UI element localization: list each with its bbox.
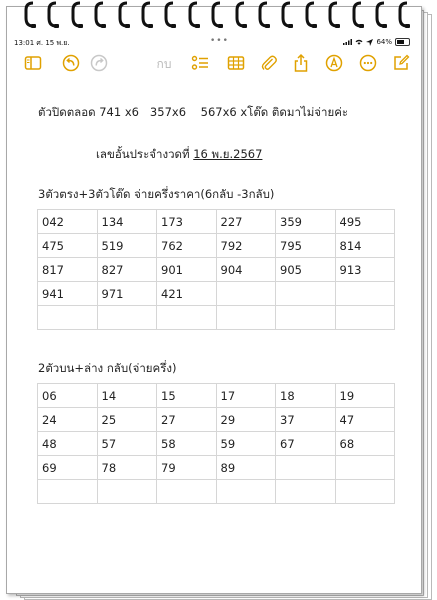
table-cell[interactable]: 817 (38, 258, 98, 282)
table-cell[interactable]: 24 (38, 408, 98, 432)
table-cell[interactable]: 762 (157, 234, 217, 258)
table-cell[interactable]: 904 (216, 258, 276, 282)
table-cell[interactable] (276, 456, 336, 480)
share-icon[interactable] (291, 53, 311, 73)
spiral-ring (211, 0, 224, 30)
table-cell[interactable]: 795 (276, 234, 336, 258)
table-cell[interactable]: 78 (97, 456, 157, 480)
checklist-icon[interactable] (190, 53, 210, 73)
table-cell[interactable]: 519 (97, 234, 157, 258)
table-cell[interactable] (157, 306, 217, 330)
table-cell[interactable]: 69 (38, 456, 98, 480)
table-cell[interactable]: 814 (335, 234, 395, 258)
table-cell[interactable]: 042 (38, 210, 98, 234)
battery-percent: 64% (376, 38, 392, 46)
table-row (38, 306, 395, 330)
status-time: 13:01 ศ. 15 พ.ย. (14, 39, 70, 47)
section-heading-three-digit[interactable]: 3ตัวตรง+3ตัวโต๊ด จ่ายครึ่งราคา(6กลับ -3กลับ) (38, 187, 275, 201)
spiral-ring (375, 0, 388, 30)
table-row (38, 384, 395, 408)
table-cell[interactable]: 25 (97, 408, 157, 432)
spiral-ring (398, 0, 411, 30)
attachment-icon[interactable] (259, 53, 279, 73)
spiral-ring (164, 0, 177, 30)
section-heading-two-digit[interactable]: 2ตัวบน+ล่าง กลับ(จ่ายครึ่ง) (38, 361, 177, 375)
table-cell[interactable]: 27 (157, 408, 217, 432)
table-row (38, 210, 395, 234)
spiral-ring (94, 0, 107, 30)
table-cell[interactable] (335, 480, 395, 504)
table-cell[interactable]: 971 (97, 282, 157, 306)
table-cell[interactable]: 227 (216, 210, 276, 234)
table-row (38, 432, 395, 456)
table-cell[interactable]: 57 (97, 432, 157, 456)
table-cell[interactable] (216, 480, 276, 504)
table-cell[interactable] (157, 480, 217, 504)
notes-toolbar (14, 51, 414, 75)
battery-icon (395, 38, 410, 46)
table-cell[interactable] (276, 306, 336, 330)
table-cell[interactable]: 495 (335, 210, 395, 234)
spiral-ring (71, 0, 84, 30)
three-digit-table[interactable] (37, 209, 395, 330)
cellular-signal-icon (343, 39, 352, 45)
redo-icon[interactable] (89, 53, 109, 73)
spiral-ring (235, 0, 248, 30)
table-cell[interactable]: 48 (38, 432, 98, 456)
wifi-icon (355, 39, 363, 45)
table-row (38, 282, 395, 306)
two-digit-table[interactable] (37, 383, 395, 504)
table-row (38, 408, 395, 432)
table-row (38, 480, 395, 504)
spiral-ring (188, 0, 201, 30)
compose-icon[interactable] (391, 53, 411, 73)
table-cell[interactable]: 14 (97, 384, 157, 408)
spiral-ring (24, 0, 37, 30)
table-cell[interactable]: 134 (97, 210, 157, 234)
note-draw-date-line[interactable] (96, 146, 262, 164)
table-cell[interactable]: 173 (157, 210, 217, 234)
table-cell[interactable]: 58 (157, 432, 217, 456)
table-cell[interactable]: 905 (276, 258, 336, 282)
table-cell[interactable]: 17 (216, 384, 276, 408)
table-cell[interactable]: 901 (157, 258, 217, 282)
table-cell[interactable]: 359 (276, 210, 336, 234)
spiral-ring (305, 0, 318, 30)
spiral-ring (352, 0, 365, 30)
table-row (38, 258, 395, 282)
table-cell[interactable] (38, 480, 98, 504)
table-cell[interactable]: 475 (38, 234, 98, 258)
table-cell[interactable]: 37 (276, 408, 336, 432)
spiral-ring (118, 0, 131, 30)
table-cell[interactable] (335, 282, 395, 306)
table-cell[interactable]: 68 (335, 432, 395, 456)
table-cell[interactable] (216, 282, 276, 306)
status-bar (14, 38, 410, 50)
multitasking-dots[interactable]: ••• (210, 36, 229, 46)
table-cell[interactable] (38, 306, 98, 330)
table-cell[interactable] (97, 306, 157, 330)
spiral-binding (14, 0, 424, 34)
table-cell[interactable]: 47 (335, 408, 395, 432)
note-text-line[interactable]: ตัวปิดตลอด 741 x6 357x6 567x6 xโต๊ด ติดมาไม่จ่ายค่ะ (38, 105, 349, 119)
table-cell[interactable] (216, 306, 276, 330)
table-icon[interactable] (226, 53, 246, 73)
table-row (38, 234, 395, 258)
table-cell[interactable]: 827 (97, 258, 157, 282)
draw-date: 16 พ.ย.2567 (193, 147, 263, 161)
spiral-ring (258, 0, 271, 30)
sidebar-icon[interactable] (23, 53, 43, 73)
table-cell[interactable]: 59 (216, 432, 276, 456)
more-icon[interactable] (358, 53, 378, 73)
spiral-ring (328, 0, 341, 30)
table-cell[interactable] (335, 306, 395, 330)
table-cell[interactable]: 421 (157, 282, 217, 306)
table-cell[interactable]: 67 (276, 432, 336, 456)
table-cell[interactable]: 941 (38, 282, 98, 306)
spiral-ring (47, 0, 60, 30)
table-row (38, 456, 395, 480)
table-cell[interactable]: 792 (216, 234, 276, 258)
table-cell[interactable] (276, 480, 336, 504)
table-cell[interactable]: 913 (335, 258, 395, 282)
table-cell[interactable]: 15 (157, 384, 217, 408)
location-icon (366, 39, 373, 46)
table-cell[interactable] (97, 480, 157, 504)
table-cell[interactable]: 18 (276, 384, 336, 408)
table-cell[interactable]: 29 (216, 408, 276, 432)
status-indicators (343, 38, 410, 46)
keyboard-language-indicator[interactable]: กบ (156, 57, 172, 71)
undo-icon[interactable] (61, 53, 81, 73)
table-cell[interactable] (335, 456, 395, 480)
table-cell[interactable] (276, 282, 336, 306)
table-cell[interactable]: 79 (157, 456, 217, 480)
draw-date-label: เลขอั้นประจำงวดที่ (96, 147, 194, 161)
spiral-ring (281, 0, 294, 30)
markup-icon[interactable] (324, 53, 344, 73)
table-cell[interactable]: 89 (216, 456, 276, 480)
spiral-ring (141, 0, 154, 30)
table-cell[interactable]: 19 (335, 384, 395, 408)
table-cell[interactable]: 06 (38, 384, 98, 408)
